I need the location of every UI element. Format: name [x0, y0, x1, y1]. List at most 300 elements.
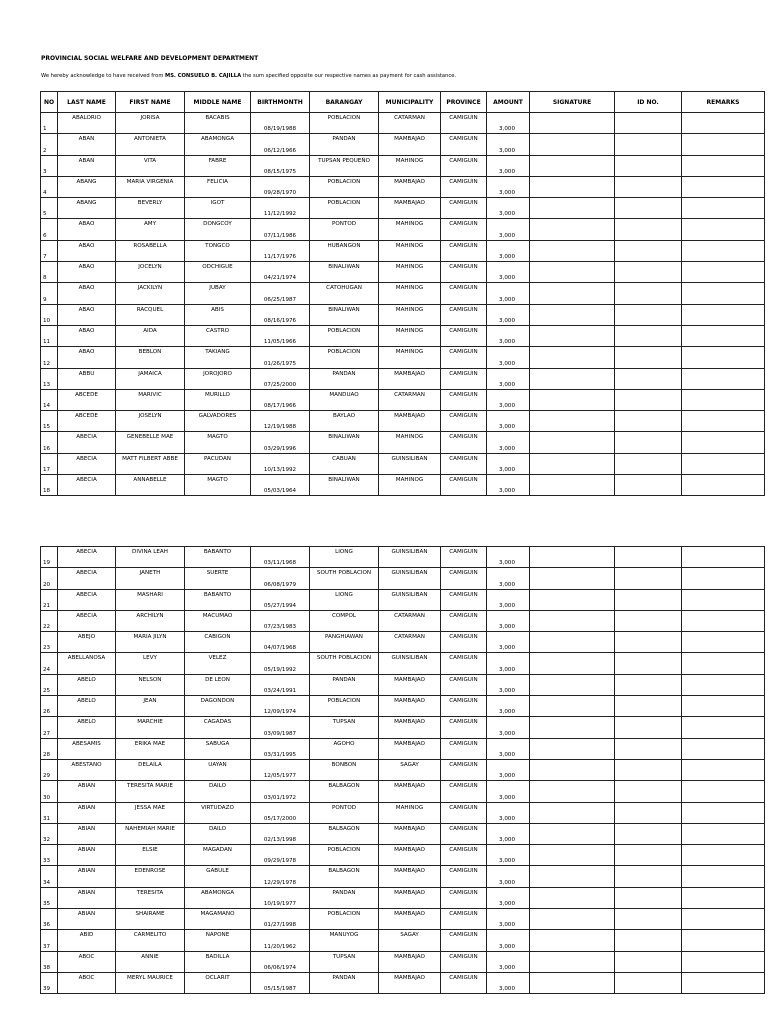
amount: 3,000	[487, 951, 530, 972]
barangay: POBLACION	[310, 325, 379, 346]
barangay: PANDAN	[310, 887, 379, 908]
province: CAMIGUIN	[441, 866, 487, 887]
amount: 3,000	[487, 568, 530, 589]
table-row	[41, 909, 765, 930]
municipality: MAMBAJAO	[379, 411, 441, 432]
table-row	[41, 674, 765, 695]
first-name: BEBLON	[116, 347, 185, 368]
row-number: 30	[41, 781, 58, 802]
acknowledgement-text	[41, 73, 456, 79]
amount: 3,000	[487, 547, 530, 568]
table-row	[41, 283, 765, 304]
province: CAMIGUIN	[441, 738, 487, 759]
remarks-cell	[682, 632, 765, 653]
municipality: GUINSILIBAN	[379, 589, 441, 610]
middle-name: DE LEON	[185, 674, 251, 695]
column-header: SIGNATURE	[530, 92, 615, 113]
middle-name: DONGCOY	[185, 219, 251, 240]
last-name: ABAN	[58, 155, 116, 176]
first-name: JACKILYN	[116, 283, 185, 304]
barangay: BALBAGON	[310, 781, 379, 802]
table-row	[41, 781, 765, 802]
middle-name: VELEZ	[185, 653, 251, 674]
barangay: PANGHIAWAN	[310, 632, 379, 653]
barangay: HUBANGON	[310, 240, 379, 261]
id-no-cell	[615, 240, 682, 261]
barangay: POBLACION	[310, 909, 379, 930]
signature-cell	[530, 802, 615, 823]
remarks-cell	[682, 262, 765, 283]
amount: 3,000	[487, 781, 530, 802]
signature-cell	[530, 304, 615, 325]
signature-cell	[530, 176, 615, 197]
row-number: 38	[41, 951, 58, 972]
birthmonth: 05/19/1992	[251, 653, 310, 674]
province: CAMIGUIN	[441, 589, 487, 610]
row-number: 39	[41, 972, 58, 993]
table-row	[41, 113, 765, 134]
payroll-table-1	[40, 91, 765, 496]
remarks-cell	[682, 738, 765, 759]
last-name: ABAN	[58, 134, 116, 155]
id-no-cell	[615, 432, 682, 453]
barangay: POBLACION	[310, 198, 379, 219]
signature-cell	[530, 283, 615, 304]
municipality: MAMBAJAO	[379, 887, 441, 908]
middle-name: CASTRO	[185, 325, 251, 346]
row-number: 24	[41, 653, 58, 674]
id-no-cell	[615, 389, 682, 410]
column-header: AMOUNT	[487, 92, 530, 113]
middle-name: UAYAN	[185, 759, 251, 780]
last-name: ABOC	[58, 951, 116, 972]
middle-name: SUERTE	[185, 568, 251, 589]
barangay: BAYLAO	[310, 411, 379, 432]
last-name: ABECIA	[58, 589, 116, 610]
last-name: ABELLANOSA	[58, 653, 116, 674]
table-row	[41, 653, 765, 674]
signature-cell	[530, 262, 615, 283]
middle-name: FABRE	[185, 155, 251, 176]
amount: 3,000	[487, 283, 530, 304]
first-name: NAHEMIAH MARIE	[116, 823, 185, 844]
municipality: GUINSILIBAN	[379, 453, 441, 474]
birthmonth: 06/25/1987	[251, 283, 310, 304]
row-number: 2	[41, 134, 58, 155]
birthmonth: 02/13/1998	[251, 823, 310, 844]
remarks-cell	[682, 866, 765, 887]
id-no-cell	[615, 738, 682, 759]
id-no-cell	[615, 411, 682, 432]
birthmonth: 11/05/1966	[251, 325, 310, 346]
last-name: ABCEDE	[58, 389, 116, 410]
last-name: ABAO	[58, 325, 116, 346]
birthmonth: 01/26/1975	[251, 347, 310, 368]
first-name: JOCELYN	[116, 262, 185, 283]
header-row	[41, 92, 765, 113]
amount: 3,000	[487, 610, 530, 631]
table-row	[41, 972, 765, 993]
table-row	[41, 547, 765, 568]
signature-cell	[530, 653, 615, 674]
amount: 3,000	[487, 887, 530, 908]
municipality: MAMBAJAO	[379, 823, 441, 844]
table-row	[41, 325, 765, 346]
signature-cell	[530, 674, 615, 695]
column-header: REMARKS	[682, 92, 765, 113]
id-no-cell	[615, 589, 682, 610]
table-row	[41, 866, 765, 887]
row-number: 18	[41, 475, 58, 496]
municipality: MAMBAJAO	[379, 198, 441, 219]
row-number: 22	[41, 610, 58, 631]
last-name: ABBU	[58, 368, 116, 389]
amount: 3,000	[487, 930, 530, 951]
middle-name: JOROJORO	[185, 368, 251, 389]
municipality: MAMBAJAO	[379, 368, 441, 389]
middle-name: BABANTO	[185, 547, 251, 568]
signature-cell	[530, 610, 615, 631]
barangay: MANDUAO	[310, 389, 379, 410]
first-name: AIDA	[116, 325, 185, 346]
municipality: GUINSILIBAN	[379, 547, 441, 568]
birthmonth: 05/27/1994	[251, 589, 310, 610]
last-name: ABESTANO	[58, 759, 116, 780]
amount: 3,000	[487, 134, 530, 155]
row-number: 11	[41, 325, 58, 346]
municipality: MAMBAJAO	[379, 866, 441, 887]
first-name: JAMAICA	[116, 368, 185, 389]
middle-name: MACUMAO	[185, 610, 251, 631]
table-row	[41, 347, 765, 368]
remarks-cell	[682, 845, 765, 866]
signature-cell	[530, 198, 615, 219]
signature-cell	[530, 823, 615, 844]
signature-cell	[530, 696, 615, 717]
municipality: GUINSILIBAN	[379, 653, 441, 674]
middle-name: ABAMONGA	[185, 134, 251, 155]
id-no-cell	[615, 475, 682, 496]
barangay: AGOHO	[310, 738, 379, 759]
id-no-cell	[615, 759, 682, 780]
signature-cell	[530, 759, 615, 780]
barangay: BINALIWAN	[310, 304, 379, 325]
barangay: COMPOL	[310, 610, 379, 631]
province: CAMIGUIN	[441, 134, 487, 155]
row-number: 9	[41, 283, 58, 304]
row-number: 19	[41, 547, 58, 568]
middle-name: GALVADORES	[185, 411, 251, 432]
id-no-cell	[615, 219, 682, 240]
amount: 3,000	[487, 219, 530, 240]
province: CAMIGUIN	[441, 176, 487, 197]
barangay: TUPSAN	[310, 951, 379, 972]
remarks-cell	[682, 283, 765, 304]
remarks-cell	[682, 951, 765, 972]
province: CAMIGUIN	[441, 802, 487, 823]
barangay: LIONG	[310, 547, 379, 568]
row-number: 25	[41, 674, 58, 695]
signature-cell	[530, 325, 615, 346]
amount: 3,000	[487, 696, 530, 717]
id-no-cell	[615, 823, 682, 844]
amount: 3,000	[487, 845, 530, 866]
row-number: 27	[41, 717, 58, 738]
last-name: ABAO	[58, 262, 116, 283]
remarks-cell	[682, 781, 765, 802]
municipality: SAGAY	[379, 930, 441, 951]
municipality: MAMBAJAO	[379, 845, 441, 866]
first-name: BEVERLY	[116, 198, 185, 219]
province: CAMIGUIN	[441, 198, 487, 219]
municipality: MAHINOG	[379, 262, 441, 283]
table-row	[41, 589, 765, 610]
barangay: POBLACION	[310, 176, 379, 197]
table-row	[41, 696, 765, 717]
municipality: MAMBAJAO	[379, 781, 441, 802]
birthmonth: 12/29/1978	[251, 866, 310, 887]
id-no-cell	[615, 632, 682, 653]
first-name: ANNABELLE	[116, 475, 185, 496]
row-number: 10	[41, 304, 58, 325]
remarks-cell	[682, 589, 765, 610]
ack-payer-name: MS. CONSUELO B. CAJILLA	[165, 73, 242, 79]
row-number: 29	[41, 759, 58, 780]
id-no-cell	[615, 802, 682, 823]
id-no-cell	[615, 262, 682, 283]
municipality: CATARMAN	[379, 610, 441, 631]
row-number: 5	[41, 198, 58, 219]
last-name: ABIAN	[58, 823, 116, 844]
table-row	[41, 240, 765, 261]
middle-name: CAGADAS	[185, 717, 251, 738]
signature-cell	[530, 475, 615, 496]
province: CAMIGUIN	[441, 325, 487, 346]
birthmonth: 07/25/2000	[251, 368, 310, 389]
last-name: ABIAN	[58, 866, 116, 887]
id-no-cell	[615, 304, 682, 325]
id-no-cell	[615, 347, 682, 368]
province: CAMIGUIN	[441, 411, 487, 432]
municipality: MAHINOG	[379, 219, 441, 240]
row-number: 17	[41, 453, 58, 474]
last-name: ABIAN	[58, 781, 116, 802]
birthmonth: 03/31/1995	[251, 738, 310, 759]
amount: 3,000	[487, 866, 530, 887]
row-number: 35	[41, 887, 58, 908]
row-number: 34	[41, 866, 58, 887]
barangay: CABUAN	[310, 453, 379, 474]
row-number: 13	[41, 368, 58, 389]
first-name: JESSA MAE	[116, 802, 185, 823]
first-name: ROSABELLA	[116, 240, 185, 261]
province: CAMIGUIN	[441, 610, 487, 631]
birthmonth: 03/11/1968	[251, 547, 310, 568]
amount: 3,000	[487, 738, 530, 759]
municipality: MAMBAJAO	[379, 717, 441, 738]
id-no-cell	[615, 325, 682, 346]
remarks-cell	[682, 219, 765, 240]
last-name: ABANG	[58, 198, 116, 219]
amount: 3,000	[487, 113, 530, 134]
id-no-cell	[615, 283, 682, 304]
middle-name: DAILO	[185, 781, 251, 802]
first-name: DELAILA	[116, 759, 185, 780]
last-name: ABECIA	[58, 568, 116, 589]
first-name: MERYL MAURICE	[116, 972, 185, 993]
column-header: BARANGAY	[310, 92, 379, 113]
province: CAMIGUIN	[441, 283, 487, 304]
table-row	[41, 845, 765, 866]
amount: 3,000	[487, 717, 530, 738]
barangay: PANDAN	[310, 972, 379, 993]
remarks-cell	[682, 113, 765, 134]
table-row	[41, 411, 765, 432]
signature-cell	[530, 589, 615, 610]
remarks-cell	[682, 674, 765, 695]
row-number: 31	[41, 802, 58, 823]
amount: 3,000	[487, 304, 530, 325]
id-no-cell	[615, 909, 682, 930]
column-header: BIRTHMONTH	[251, 92, 310, 113]
row-number: 15	[41, 411, 58, 432]
province: CAMIGUIN	[441, 930, 487, 951]
table-row	[41, 632, 765, 653]
middle-name: DAGONDON	[185, 696, 251, 717]
id-no-cell	[615, 155, 682, 176]
municipality: MAHINOG	[379, 802, 441, 823]
remarks-cell	[682, 717, 765, 738]
amount: 3,000	[487, 674, 530, 695]
signature-cell	[530, 845, 615, 866]
municipality: CATARMAN	[379, 113, 441, 134]
row-number: 8	[41, 262, 58, 283]
first-name: NELSON	[116, 674, 185, 695]
birthmonth: 03/29/1996	[251, 432, 310, 453]
municipality: MAMBAJAO	[379, 909, 441, 930]
birthmonth: 10/13/1992	[251, 453, 310, 474]
last-name: ABELO	[58, 696, 116, 717]
table-row	[41, 155, 765, 176]
birthmonth: 05/03/1964	[251, 475, 310, 496]
signature-cell	[530, 909, 615, 930]
row-number: 37	[41, 930, 58, 951]
amount: 3,000	[487, 262, 530, 283]
province: CAMIGUIN	[441, 653, 487, 674]
first-name: MARCHIE	[116, 717, 185, 738]
province: CAMIGUIN	[441, 909, 487, 930]
id-no-cell	[615, 568, 682, 589]
last-name: ABALORIO	[58, 113, 116, 134]
municipality: MAHINOG	[379, 347, 441, 368]
signature-cell	[530, 781, 615, 802]
table-row	[41, 951, 765, 972]
amount: 3,000	[487, 325, 530, 346]
id-no-cell	[615, 610, 682, 631]
municipality: CATARMAN	[379, 632, 441, 653]
signature-cell	[530, 632, 615, 653]
barangay: PONTOD	[310, 802, 379, 823]
province: CAMIGUIN	[441, 368, 487, 389]
birthmonth: 08/15/1975	[251, 155, 310, 176]
first-name: RACQUEL	[116, 304, 185, 325]
amount: 3,000	[487, 823, 530, 844]
barangay: MANUYOG	[310, 930, 379, 951]
id-no-cell	[615, 887, 682, 908]
signature-cell	[530, 134, 615, 155]
remarks-cell	[682, 453, 765, 474]
remarks-cell	[682, 696, 765, 717]
table-row	[41, 802, 765, 823]
remarks-cell	[682, 389, 765, 410]
middle-name: ODCHIGUE	[185, 262, 251, 283]
birthmonth: 12/19/1988	[251, 411, 310, 432]
province: CAMIGUIN	[441, 568, 487, 589]
row-number: 7	[41, 240, 58, 261]
signature-cell	[530, 887, 615, 908]
row-number: 20	[41, 568, 58, 589]
signature-cell	[530, 368, 615, 389]
birthmonth: 08/17/1966	[251, 389, 310, 410]
middle-name: IGOT	[185, 198, 251, 219]
middle-name: TONGCO	[185, 240, 251, 261]
province: CAMIGUIN	[441, 432, 487, 453]
signature-cell	[530, 930, 615, 951]
id-no-cell	[615, 674, 682, 695]
first-name: JANETH	[116, 568, 185, 589]
last-name: ABECIA	[58, 610, 116, 631]
remarks-cell	[682, 653, 765, 674]
remarks-cell	[682, 930, 765, 951]
province: CAMIGUIN	[441, 972, 487, 993]
id-no-cell	[615, 547, 682, 568]
province: CAMIGUIN	[441, 475, 487, 496]
middle-name: SABUGA	[185, 738, 251, 759]
amount: 3,000	[487, 155, 530, 176]
middle-name: TAKIANG	[185, 347, 251, 368]
table-row	[41, 887, 765, 908]
id-no-cell	[615, 198, 682, 219]
table-row	[41, 738, 765, 759]
first-name: MARIA VIRGENIA	[116, 176, 185, 197]
barangay: SOUTH POBLACION	[310, 653, 379, 674]
ack-suffix: the sum specified opposite our respective names as payment for cash assistance.	[242, 73, 457, 79]
signature-cell	[530, 389, 615, 410]
remarks-cell	[682, 823, 765, 844]
row-number: 33	[41, 845, 58, 866]
last-name: ABIAN	[58, 802, 116, 823]
table-row	[41, 304, 765, 325]
birthmonth: 11/20/1962	[251, 930, 310, 951]
column-header: FIRST NAME	[116, 92, 185, 113]
middle-name: OCLARIT	[185, 972, 251, 993]
middle-name: MAGADAN	[185, 845, 251, 866]
barangay: BALBAGON	[310, 866, 379, 887]
last-name: ABECIA	[58, 547, 116, 568]
amount: 3,000	[487, 198, 530, 219]
birthmonth: 11/17/1976	[251, 240, 310, 261]
middle-name: BABANTO	[185, 589, 251, 610]
signature-cell	[530, 717, 615, 738]
middle-name: ABIS	[185, 304, 251, 325]
signature-cell	[530, 113, 615, 134]
remarks-cell	[682, 568, 765, 589]
last-name: ABIAN	[58, 909, 116, 930]
amount: 3,000	[487, 347, 530, 368]
row-number: 36	[41, 909, 58, 930]
first-name: EDENROSE	[116, 866, 185, 887]
amount: 3,000	[487, 368, 530, 389]
